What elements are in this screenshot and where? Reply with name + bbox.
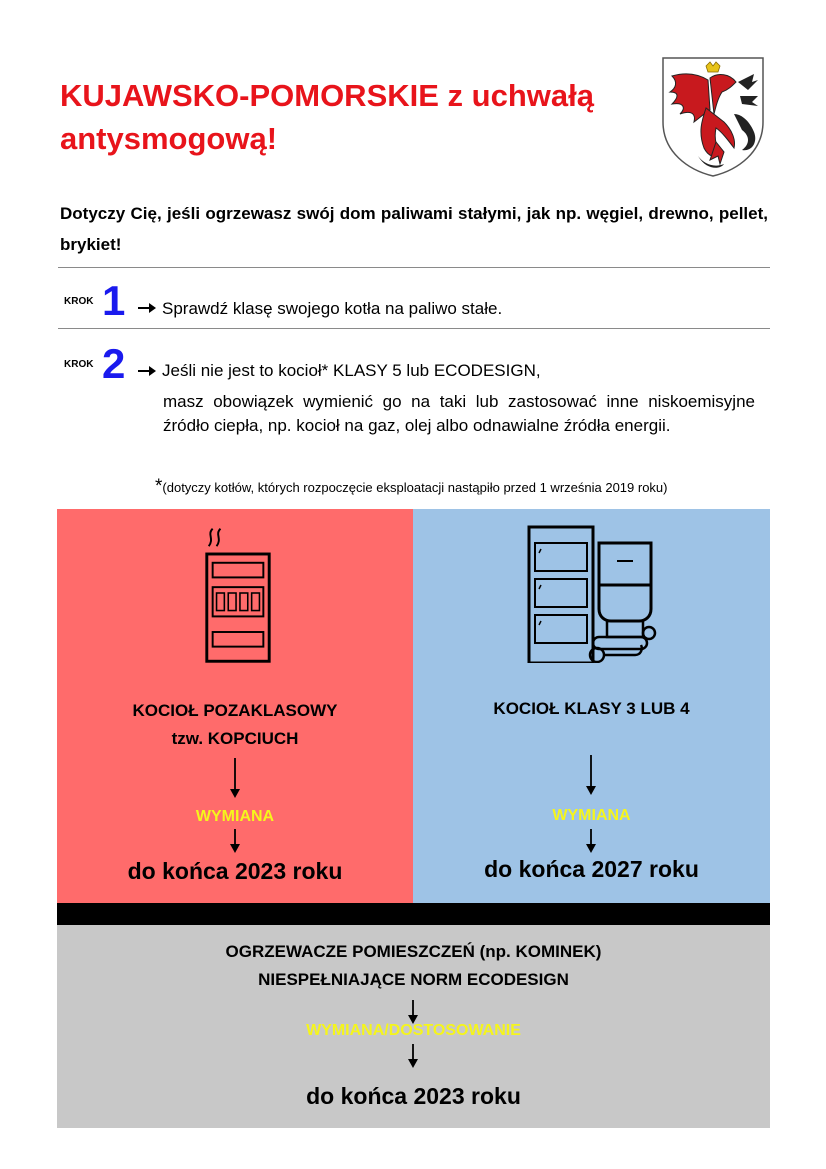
blue-action: WYMIANA — [552, 807, 631, 824]
step1-krok-label: KROK — [64, 296, 94, 307]
coat-of-arms-logo — [658, 52, 768, 180]
footnote — [155, 476, 667, 498]
blue-arrow-down2-icon — [586, 829, 596, 853]
red-action: WYMIANA — [195, 808, 275, 825]
step2-arrow-icon — [138, 366, 156, 376]
footnote-text: (dotyczy kotłów, których rozpoczęcie eksploatacji nastąpiło przed 1 września 2019 roku) — [162, 480, 668, 495]
gray-heading-line2: NIESPEŁNIAJĄCE NORM ECODESIGN — [258, 970, 569, 989]
page-title: KUJAWSKO-POMORSKIE z uchwałą antysmogową! — [60, 78, 594, 156]
red-arrow-down-icon — [230, 758, 240, 798]
gray-deadline: do końca 2023 roku — [306, 1083, 521, 1109]
red-arrow-down2-icon — [230, 829, 240, 853]
gray-heading-line1: OGRZEWACZE POMIESZCZEŃ (np. KOMINEK) — [225, 942, 602, 961]
footnote-star: * — [155, 476, 163, 497]
red-panel-heading — [57, 697, 413, 753]
class-boiler-icon — [523, 523, 663, 663]
step1-number: 1 — [102, 277, 126, 324]
panel-old-boiler — [57, 509, 413, 903]
step2-krok-label: KROK — [64, 359, 94, 370]
step2-number: 2 — [102, 340, 126, 387]
gray-action: WYMIANA/DOSTOSOWANIE — [306, 1022, 521, 1039]
divider-top — [58, 267, 770, 268]
step2-text: Jeśli nie jest to kocioł* KLASY 5 lub ECODESIGN, — [162, 361, 541, 380]
red-heading-line1: KOCIOŁ POZAKLASOWY — [132, 701, 338, 720]
old-boiler-icon — [199, 523, 277, 663]
step1-text: Sprawdź klasę swojego kotła na paliwo stałe. — [162, 299, 503, 318]
red-deadline: do końca 2023 roku — [127, 858, 343, 884]
gray-panel-heading — [57, 938, 770, 994]
intro-text: Dotyczy Cię, jeśli ogrzewasz swój dom paliwami stałymi, jak np. węgiel, drewno, pellet, brykiet! — [60, 204, 768, 254]
red-heading-line2: tzw. KOPCIUCH — [171, 729, 299, 748]
divider-middle — [58, 328, 770, 329]
panel-class-boiler — [413, 509, 770, 903]
panel-room-heaters — [57, 925, 770, 1128]
gray-arrow-down2-icon — [408, 1044, 418, 1068]
blue-panel-heading: KOCIOŁ KLASY 3 LUB 4 — [493, 699, 690, 718]
separator-bar — [57, 903, 770, 925]
gray-arrow-down-icon — [408, 1000, 418, 1024]
blue-deadline: do końca 2027 roku — [484, 856, 699, 882]
step1-arrow-icon — [138, 303, 156, 313]
blue-arrow-down-icon — [586, 755, 596, 795]
step2-body: masz obowiązek wymienić go na taki lub zastosować inne niskoemisyjne źródło ciepła, np. kocioł na gaz, olej albo odnawialne źródła energii. — [163, 392, 755, 435]
